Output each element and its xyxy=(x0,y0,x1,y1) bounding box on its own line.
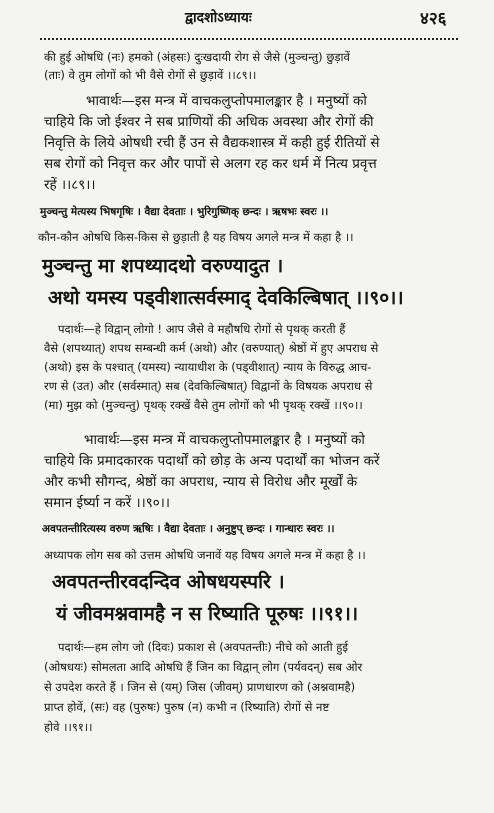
mantra-line: यं जीवमश्नवामहै न स रिष्याति पूरुषः ।।९१।। xyxy=(56,603,359,625)
text-line: पदार्थः—हम लोग जो (दिवः) प्रकाश से (अवपतन्तीः) नीचे को आती हुई xyxy=(58,640,348,654)
meta-line: अवपतन्तीरित्यस्य वरुण ऋषिः । वैद्या देवताः । अनुष्टुप् छन्दः । गान्धारः स्वरः ।। xyxy=(42,523,335,535)
page-number: ४२६ xyxy=(420,9,447,29)
intro-line: अध्यापक लोग सब को उत्तम ओषधि जनावें यह विषय अगले मन्त्र में कहा है ।। xyxy=(44,548,366,562)
text-line: (मा) मुझ को (मुञ्चन्तु) पृथक् रक्खें वैसे तुम लोगों को भी पृथक् रक्खें ।।९०।। xyxy=(44,398,363,412)
text-line: निवृत्ति के लिये ओषधी रची हैं उन से वैद्यकशास्त्र में कही हुई रीतियों से xyxy=(44,135,380,151)
header-divider xyxy=(40,38,458,41)
mantra-line: अवपतन्तीरवदन्दिव ओषधयस्परि । xyxy=(52,571,285,593)
text-line: चाहिये कि जो ईश्वर ने सब प्राणियों की अधिक अवस्था और रोगों की xyxy=(44,114,374,130)
text-line: रण से (उत) और (सर्वस्मात्) सब (देवकिल्बिषात्) विद्वानों के विषयक अपराध से xyxy=(44,379,373,393)
text-line: होवे ।।९१।। xyxy=(44,720,93,734)
page-header xyxy=(0,6,494,30)
text-line: चाहिये कि प्रमादकारक पदार्थों को छोड़ के अन्य पदार्थों का भोजन करें xyxy=(44,453,380,469)
text-line: समान ईर्ष्या न करें ।।९०।। xyxy=(44,495,170,511)
mantra-line: अथो यमस्य पड्वीशात्सर्वस्माद् देवकिल्बिषात् ।।९०।। xyxy=(48,287,404,309)
meta-line: मुञ्चन्तु मेत्यस्य भिषगृषिः । वैद्या देवताः । भुरिगुष्णिक् छन्दः । ऋषभः स्वरः ।। xyxy=(40,206,329,218)
text-line: वैसे (शपथ्यात्) शपथ सम्बन्धी कर्म (अथो) और (वरुण्यात्) श्रेष्ठों में हुए अपराध से xyxy=(44,341,379,355)
text-line: प्राप्त होवें, (सः) वह (पुरुषः) पुरुष (न) कभी न (रिष्याति) रोगों से नष्ट xyxy=(44,700,330,714)
text-line: भावार्थः—इस मन्त्र में वाचकलुप्तोपमालङ्कार है । मनुष्यों को xyxy=(86,93,367,109)
text-line: पदार्थः—हे विद्वान् लोगो ! आप जैसे वे महौषधि रोगों से पृथक् करती हैं xyxy=(58,322,346,336)
mantra-line: मुञ्चन्तु मा शपथ्यादथो वरुण्यादुत । xyxy=(42,255,284,277)
text-line: सब रोगों को निवृत्त कर और पापों से अलग रह कर धर्म में नित्य प्रवृत्त xyxy=(44,156,377,172)
text-line: भावार्थः—इस मन्त्र में वाचकलुप्तोपमालङ्कार है । मनुष्यों को xyxy=(84,432,365,448)
text-line: और कभी सौगन्द, श्रेष्ठों का अपराध, न्याय से विरोध और मूर्खों के xyxy=(44,474,358,490)
text-line: (ताः) वे तुम लोगों को भी वैसे रोगों से छुड़ावें ।।८९।। xyxy=(44,68,257,82)
text-line: से उपदेश करते हैं । जिन से (यम्) जिस (जीवम्) प्राणधारण को (अश्नवामहै) xyxy=(44,680,356,694)
text-line: (ओषधयः) सोमलता आदि ओषधि हैं जिन का विद्वान् लोग (पर्यवदन्) सब ओर xyxy=(44,660,363,674)
text-line: रहें ।।८९।। xyxy=(44,177,96,193)
intro-line: कौन-कौन ओषधि किस-किस से छुड़ाती है यह विषय अगले मन्त्र में कहा है ।। xyxy=(38,230,354,244)
text-line: (अथो) इस के पश्चात् (यमस्य) न्यायाधीश के (पड्वीशात्) न्याय के विरुद्ध आच- xyxy=(44,360,372,374)
text-line: की हुई ओषधि (नः) हमको (अंहसः) दुःखदायी रोग से जैसे (मुञ्चन्तु) छुड़ावें xyxy=(44,50,350,64)
running-title: द्वादशोऽध्यायः xyxy=(185,10,252,26)
